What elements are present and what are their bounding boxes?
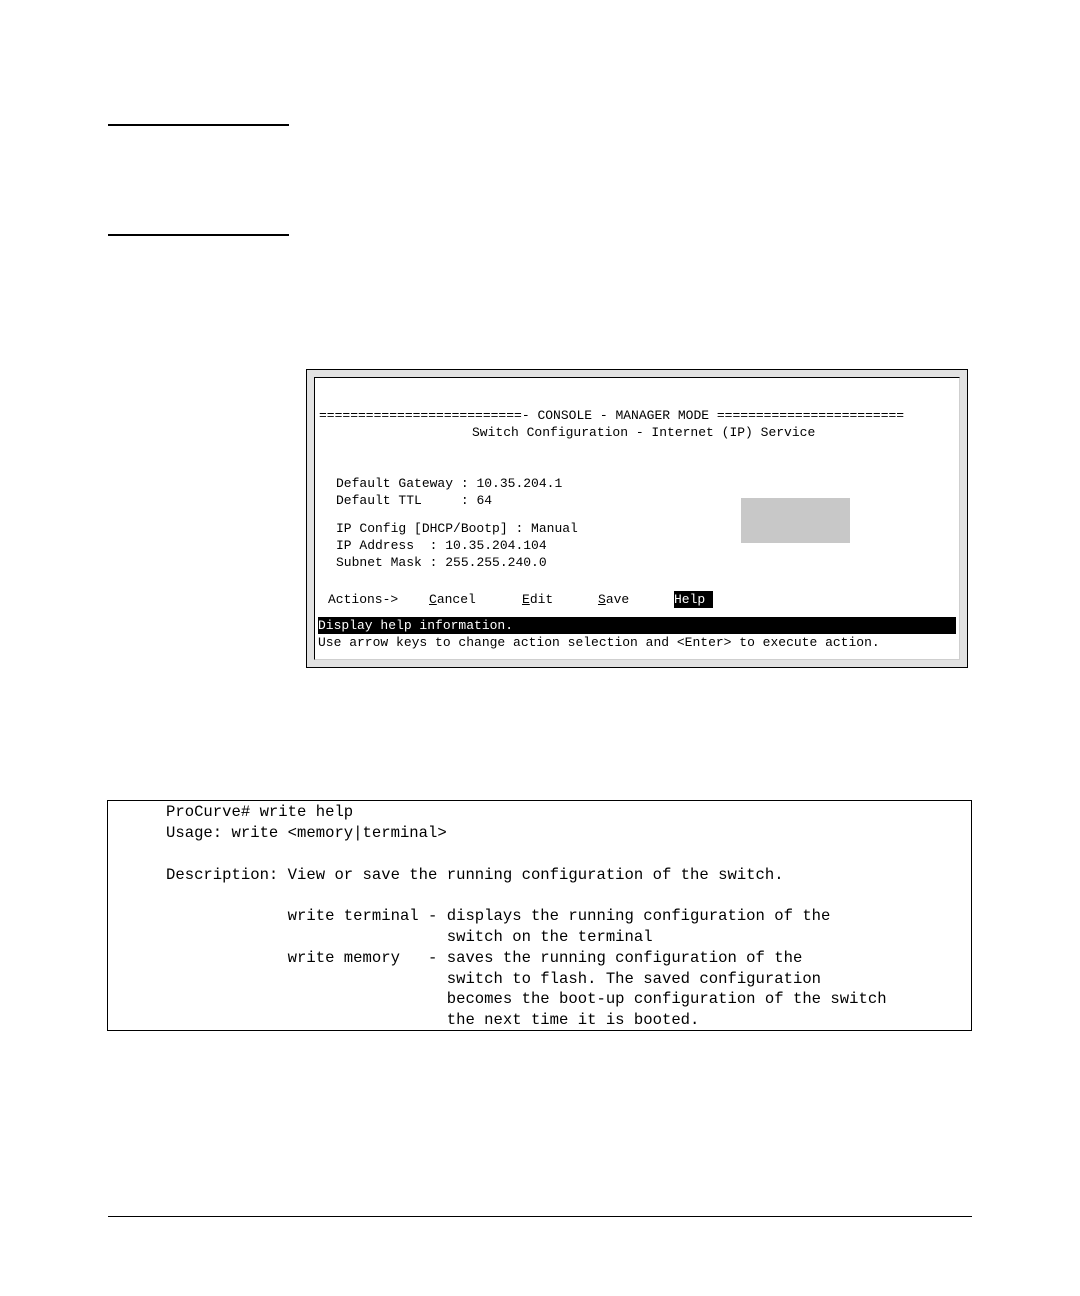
cli-line: the next time it is booted. bbox=[166, 1011, 700, 1029]
cancel-action[interactable]: Cancel bbox=[429, 592, 476, 607]
cli-line: ProCurve# write help bbox=[166, 803, 354, 821]
ip-address-row: IP Address : 10.35.204.104 bbox=[336, 538, 547, 553]
console-screenshot bbox=[306, 369, 968, 668]
console-mode-title: CONSOLE - MANAGER MODE bbox=[537, 408, 710, 423]
ip-address-value[interactable]: 10.35.204.104 bbox=[445, 538, 547, 553]
default-gateway-value[interactable]: 10.35.204.1 bbox=[476, 476, 563, 491]
edit-action[interactable]: Edit bbox=[522, 592, 554, 607]
actions-label: Actions-> bbox=[328, 592, 399, 607]
hint-line: Use arrow keys to change action selection and <Enter> to execute action. bbox=[318, 635, 880, 650]
cli-line: write terminal - displays the running configuration of the bbox=[166, 907, 831, 925]
subnet-mask-value[interactable]: 255.255.240.0 bbox=[445, 555, 547, 570]
cli-line: switch on the terminal bbox=[166, 928, 653, 946]
top-rule-2 bbox=[108, 234, 289, 236]
footer-rule bbox=[108, 1216, 972, 1217]
cli-line: write memory - saves the running configuration of the bbox=[166, 949, 803, 967]
default-ttl-row: Default TTL : 64 bbox=[336, 493, 493, 508]
default-gateway-row: Default Gateway : 10.35.204.1 bbox=[336, 476, 563, 491]
help-action[interactable]: Help bbox=[674, 591, 713, 608]
console-header: ==========================- CONSOLE - MANAGER MODE ======================== bbox=[319, 408, 905, 423]
cli-line: becomes the boot-up configuration of the switch bbox=[166, 990, 887, 1008]
ip-config-row: IP Config [DHCP/Bootp] : Manual bbox=[336, 521, 578, 536]
cli-line: Usage: write <memory|terminal> bbox=[166, 824, 447, 842]
ip-config-value[interactable]: Manual bbox=[531, 521, 578, 536]
blank-field-block bbox=[741, 498, 850, 543]
status-bar: Display help information. bbox=[318, 617, 956, 634]
top-rule-1 bbox=[108, 124, 289, 126]
cli-help-output bbox=[107, 800, 972, 1031]
console-screen bbox=[314, 377, 960, 660]
default-ttl-value[interactable]: 64 bbox=[476, 493, 493, 508]
subnet-mask-row: Subnet Mask : 255.255.240.0 bbox=[336, 555, 547, 570]
cli-line: Description: View or save the running configuration of the switch. bbox=[166, 866, 784, 884]
cli-line: switch to flash. The saved configuration bbox=[166, 970, 822, 988]
save-action[interactable]: Save bbox=[598, 592, 630, 607]
console-subtitle: Switch Configuration - Internet (IP) Service bbox=[472, 425, 816, 440]
